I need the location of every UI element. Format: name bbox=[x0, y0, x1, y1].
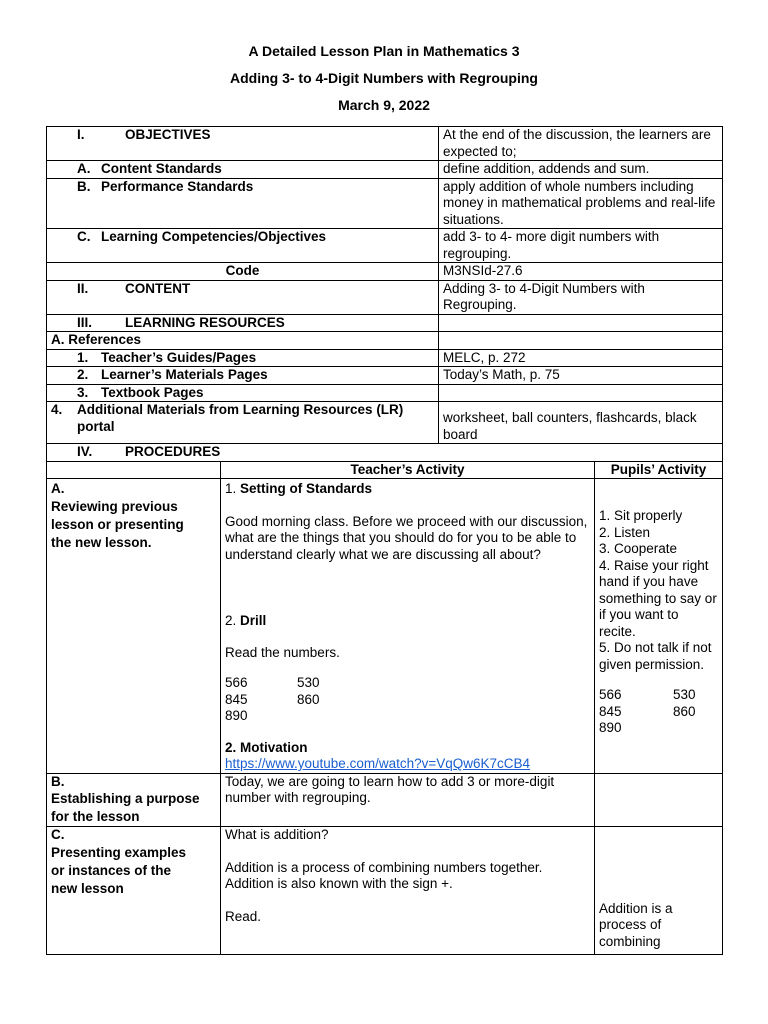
competencies-num: C. bbox=[77, 229, 91, 244]
number-value: 860 bbox=[673, 703, 696, 719]
procedure-row-b bbox=[47, 773, 723, 827]
number-value: 530 bbox=[673, 687, 696, 702]
resources-label: LEARNING RESOURCES bbox=[125, 314, 285, 330]
resources-row bbox=[47, 314, 723, 332]
procedures-row bbox=[47, 444, 723, 462]
objectives-label: OBJECTIVES bbox=[125, 127, 211, 142]
setting-num: 1. bbox=[225, 481, 237, 496]
content-label-cell bbox=[47, 280, 439, 314]
performance-standards-label-cell bbox=[47, 178, 439, 229]
number-row bbox=[225, 708, 590, 725]
number-value: 890 bbox=[225, 708, 248, 723]
content-value: Adding 3- to 4-Digit Numbers with Regrouping. bbox=[439, 280, 723, 314]
teacher-activity-c bbox=[221, 827, 595, 955]
resource-item-label-cell bbox=[47, 349, 439, 367]
procedure-topic-b bbox=[47, 773, 221, 827]
pupil-rule: 2. Listen bbox=[599, 524, 651, 540]
resource-item-value bbox=[439, 384, 723, 402]
number-value: 860 bbox=[297, 691, 320, 707]
content-standards-value: define addition, addends and sum. bbox=[439, 161, 723, 179]
content-num: II. bbox=[77, 280, 89, 296]
addition-answer: Addition is a process of combining numbers together. Addition is also known with the sign +. bbox=[225, 859, 543, 891]
number-row bbox=[225, 675, 590, 692]
references-label: A. References bbox=[47, 332, 439, 350]
resource-item-row bbox=[47, 349, 723, 367]
objectives-value: At the end of the discussion, the learners are expected to; bbox=[439, 127, 723, 161]
resource-item-value: worksheet, ball counters, flashcards, black board bbox=[439, 402, 723, 444]
resource-item-label: Learner’s Materials Pages bbox=[101, 367, 268, 382]
resource-item-label: Additional Materials from Learning Resources (LR) portal bbox=[77, 402, 404, 434]
drill-num: 2. bbox=[225, 613, 237, 628]
pupils-activity-header: Pupils’ Activity bbox=[595, 461, 723, 479]
setting-title: Setting of Standards bbox=[240, 481, 373, 496]
pupil-rule: 3. Cooperate bbox=[599, 541, 678, 556]
resource-item-num: 1. bbox=[77, 349, 89, 365]
resource-item-value: Today’s Math, p. 75 bbox=[439, 367, 723, 385]
resource-item-label-cell bbox=[47, 384, 439, 402]
resource-item-num: 4. bbox=[51, 402, 63, 417]
procedure-row-a bbox=[47, 479, 723, 774]
resource-item-value: MELC, p. 272 bbox=[439, 349, 723, 367]
number-value: 890 bbox=[599, 720, 622, 735]
competencies-label-cell bbox=[47, 229, 439, 263]
number-row bbox=[599, 704, 718, 721]
procedure-topic-a bbox=[47, 479, 221, 774]
motivation-video-link[interactable]: https://www.youtube.com/watch?v=VqQw6K7cCB4 bbox=[225, 756, 531, 771]
content-standards-row bbox=[47, 161, 723, 179]
number-value: 845 bbox=[225, 691, 248, 707]
resource-item-num: 3. bbox=[77, 384, 89, 400]
content-standards-num: A. bbox=[77, 161, 91, 176]
performance-standards-label: Performance Standards bbox=[101, 178, 254, 194]
resource-item-row bbox=[47, 367, 723, 385]
document-subtitle: Adding 3- to 4-Digit Numbers with Regrouping bbox=[230, 70, 538, 86]
activity-header-blank bbox=[47, 461, 221, 479]
code-label: Code bbox=[47, 263, 439, 281]
resources-value bbox=[439, 314, 723, 332]
pupil-rule: 5. Do not talk if not given permission. bbox=[599, 640, 712, 672]
code-value: M3NSId-27.6 bbox=[439, 263, 723, 281]
teacher-activity-header: Teacher’s Activity bbox=[221, 461, 595, 479]
resource-item-num: 2. bbox=[77, 367, 89, 382]
number-value: 566 bbox=[599, 687, 622, 702]
drill-text: Read the numbers. bbox=[225, 644, 340, 660]
references-value bbox=[439, 332, 723, 350]
pupils-activity-c bbox=[595, 827, 723, 955]
teacher-activity-b: Today, we are going to learn how to add 3 or more-digit number with regrouping. bbox=[221, 773, 595, 827]
procedure-topic-text: Presenting examples or instances of the new lesson bbox=[51, 844, 187, 896]
drill-title: Drill bbox=[240, 613, 267, 628]
procedure-topic-letter: C. bbox=[51, 827, 65, 842]
procedure-topic-text: Establishing a purpose for the lesson bbox=[51, 791, 200, 824]
drill-numbers bbox=[225, 675, 590, 725]
resource-item-label: Teacher’s Guides/Pages bbox=[101, 349, 257, 365]
procedures-num: IV. bbox=[77, 444, 93, 459]
number-row bbox=[599, 720, 718, 737]
resource-item-label-cell bbox=[47, 402, 439, 444]
competencies-value: add 3- to 4- more digit numbers with regrouping. bbox=[439, 229, 723, 263]
document-title: A Detailed Lesson Plan in Mathematics 3 bbox=[248, 43, 520, 59]
procedure-topic-letter: B. bbox=[51, 773, 65, 789]
objectives-row bbox=[47, 127, 723, 161]
competencies-row bbox=[47, 229, 723, 263]
resource-item-label-cell bbox=[47, 367, 439, 385]
number-value: 530 bbox=[297, 675, 320, 690]
content-standards-label-cell bbox=[47, 161, 439, 179]
setting-text: Good morning class. Before we proceed with our discussion, what are the things that you should do for you to be able to understand clearly what we are discussing all about? bbox=[225, 513, 588, 562]
procedure-row-c bbox=[47, 827, 723, 955]
pupils-activity-b bbox=[595, 773, 723, 827]
number-row bbox=[599, 687, 718, 704]
objectives-label-cell bbox=[47, 127, 439, 161]
procedures-label-cell bbox=[47, 444, 723, 462]
lesson-plan-table bbox=[46, 126, 723, 955]
teacher-activity-a bbox=[221, 479, 595, 774]
procedure-topic-c bbox=[47, 827, 221, 955]
document-date: March 9, 2022 bbox=[338, 97, 430, 113]
addition-question: What is addition? bbox=[225, 827, 329, 842]
motivation-title: 2. Motivation bbox=[225, 739, 308, 755]
activity-header-row bbox=[47, 461, 723, 479]
code-row bbox=[47, 263, 723, 281]
content-row bbox=[47, 280, 723, 314]
resource-item-label: Textbook Pages bbox=[101, 384, 204, 400]
procedures-label: PROCEDURES bbox=[125, 444, 221, 459]
pupil-numbers bbox=[599, 687, 718, 737]
read-instruction: Read. bbox=[225, 908, 262, 924]
pupils-activity-a bbox=[595, 479, 723, 774]
performance-standards-value: apply addition of whole numbers including money in mathematical problems and real-life situations. bbox=[439, 178, 723, 229]
competencies-label: Learning Competencies/Objectives bbox=[101, 229, 327, 244]
resource-item-row bbox=[47, 402, 723, 444]
number-value: 845 bbox=[599, 703, 622, 719]
number-value: 566 bbox=[225, 675, 248, 690]
objectives-num: I. bbox=[77, 127, 85, 142]
procedure-topic-text: Reviewing previous lesson or presenting the new lesson. bbox=[51, 498, 184, 550]
performance-standards-row bbox=[47, 178, 723, 229]
content-standards-label: Content Standards bbox=[101, 161, 222, 176]
pupil-rule: 4. Raise your right hand if you have something to say or if you want to recite. bbox=[599, 557, 717, 639]
procedure-topic-letter: A. bbox=[51, 481, 65, 496]
resources-num: III. bbox=[77, 314, 93, 330]
content-label: CONTENT bbox=[125, 280, 191, 296]
pupil-answer: Addition is a process of combining bbox=[599, 900, 673, 949]
resource-item-row bbox=[47, 384, 723, 402]
resources-label-cell bbox=[47, 314, 439, 332]
references-row bbox=[47, 332, 723, 350]
pupil-rule: 1. Sit properly bbox=[599, 508, 683, 523]
number-row bbox=[225, 692, 590, 709]
performance-standards-num: B. bbox=[77, 178, 91, 194]
